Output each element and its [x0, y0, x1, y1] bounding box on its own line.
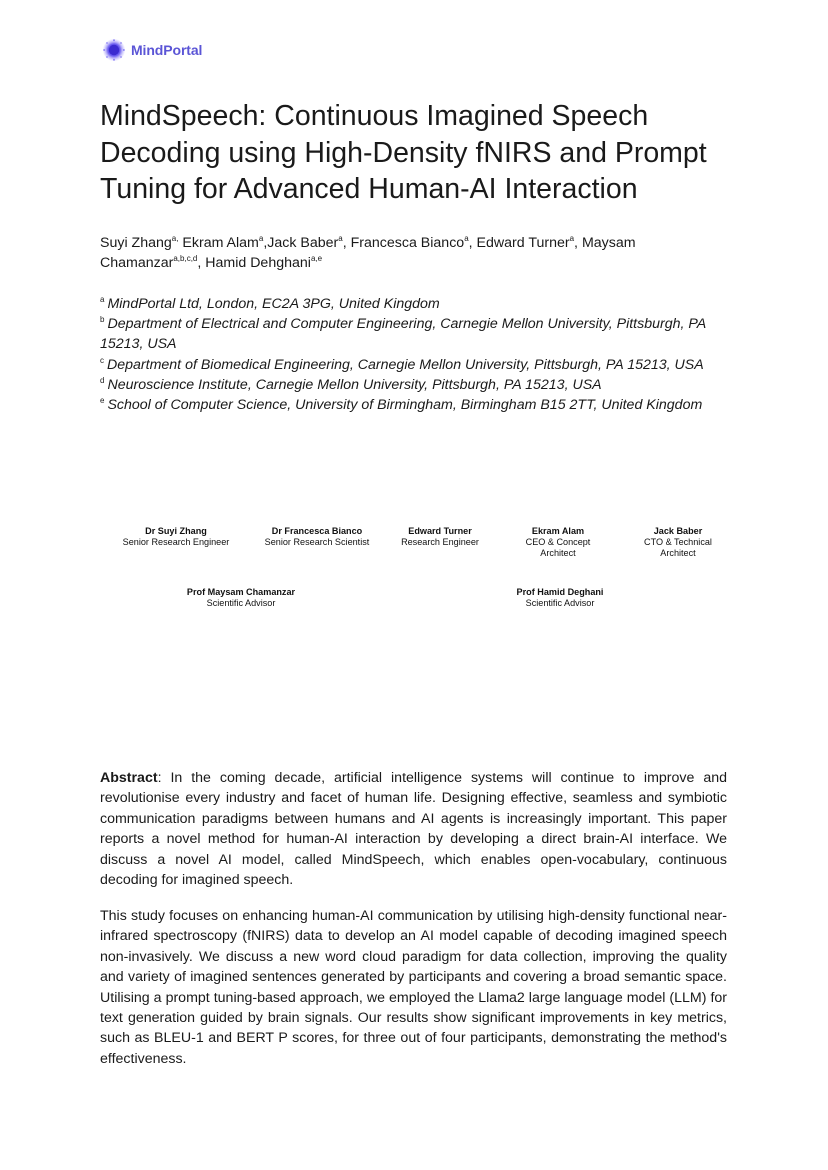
affiliation-item: [100, 294, 725, 314]
team-member-role: Scientific Advisor: [206, 598, 276, 608]
affiliation-text: Department of Biomedical Engineering, Carnegie Mellon University, Pittsburgh, PA 15213, USA: [107, 356, 704, 373]
author-separator: ,: [342, 235, 351, 251]
affiliation-text: Neuroscience Institute, Carnegie Mellon University, Pittsburgh, PA 15213, USA: [107, 376, 602, 393]
author-name: Francesca Bianco: [350, 235, 465, 251]
abstract-text: : In the coming decade, artificial intelligence systems will continue to improve and revolutionise every industry and facet of human life. Designing effective, seamless and symbiotic communication paradigms between humans and AI agents is increasingly important. This paper reports a novel method for human-AI interaction by developing a direct brain-AI interface. We discuss a novel AI model, called MindSpeech, which enables open-vocabulary, continuous decoding for imagined speech.: [100, 770, 727, 889]
team-member-name: Ekram Alam: [531, 526, 585, 536]
team-member: [170, 587, 312, 609]
team-member-name: Prof Maysam Chamanzar: [186, 587, 296, 597]
team-member-role: CEO & Concept Architect: [525, 537, 591, 558]
author-name: Ekram Alam: [182, 235, 259, 251]
team-member-name: Jack Baber: [653, 526, 703, 536]
team-member-name: Dr Suyi Zhang: [145, 526, 207, 536]
author-list: [100, 233, 740, 273]
affiliation-item: [100, 395, 725, 415]
logo-text: MindPortal: [131, 42, 203, 58]
team-member: [497, 587, 623, 609]
team-member-role: CTO & Technical Architect: [644, 537, 712, 558]
mindportal-logo-icon: [102, 38, 126, 62]
team-member: [515, 526, 601, 559]
author-name: Maysam Chamanzar: [100, 235, 636, 271]
author-name: Jack Baber: [267, 235, 339, 251]
body-paragraph: This study focuses on enhancing human-AI communication by utilising high-density functional near-infrared spectroscopy (fNIRS) data to develop an AI model capable of decoding imagined speech non-invasively. We discuss a new word cloud paradigm for data collection, improving the quality and variety of imagined sentences generated by participants and covering a broad semantic space. Utilising a prompt tuning-based approach, we employed the Llama2 large language model (LLM) for text generation guided by brain signals. Our results show significant improvements in key metrics, such as BLEU-1 and BERT P scores, for three out of four participants, demonstrating the method's effectiveness.: [100, 908, 727, 1067]
mindportal-logo: [102, 36, 202, 64]
team-member-name: Edward Turner: [408, 526, 472, 536]
team-member: [253, 526, 381, 548]
abstract-paragraph: [100, 768, 727, 890]
team-member-role: Research Engineer: [401, 537, 479, 547]
author-name: Hamid Dehghani: [205, 255, 311, 271]
author-separator: ,: [197, 255, 206, 271]
author-affil-sup: a: [464, 234, 469, 243]
affiliation-list: [100, 294, 725, 415]
abstract-label: Abstract: [100, 770, 158, 786]
author-affil-sup: a,b,c,d: [173, 254, 198, 263]
affiliation-sup: b: [100, 315, 105, 325]
author-separator: ,: [574, 235, 582, 251]
author-affil-sup: a: [338, 234, 343, 243]
affiliation-sup: d: [100, 375, 105, 385]
affiliation-sup: e: [100, 396, 105, 406]
author-affil-sup: a: [258, 234, 264, 243]
title-line: Decoding using High-Density fNIRS and Prompt: [100, 136, 707, 169]
team-member-role: Senior Research Engineer: [122, 537, 230, 547]
author-name: Suyi Zhang: [100, 235, 172, 251]
team-member: [391, 526, 489, 548]
team-member: [635, 526, 721, 559]
affiliation-item: [100, 314, 725, 354]
affiliation-item: [100, 375, 725, 395]
team-member-role: Scientific Advisor: [525, 598, 595, 608]
team-member: [113, 526, 239, 548]
affiliation-text: Department of Electrical and Computer Engineering, Carnegie Mellon University, Pittsburgh, PA 15213, USA: [100, 316, 706, 353]
author-affil-sup: a,e: [310, 254, 323, 263]
author-affil-sup: a: [569, 234, 575, 243]
team-member-name: Dr Francesca Bianco: [271, 526, 363, 536]
affiliation-text: School of Computer Science, University of Birmingham, Birmingham B15 2TT, United Kingdom: [107, 397, 703, 414]
author-separator: ,: [263, 235, 268, 251]
title-line: MindSpeech: Continuous Imagined Speech: [100, 100, 649, 132]
author-affil-sup: a,: [171, 234, 179, 243]
affiliation-text: MindPortal Ltd, London, EC2A 3PG, United Kingdom: [107, 296, 440, 312]
affiliation-item: [100, 355, 725, 375]
paper-title: [100, 98, 740, 208]
team-member-role: Senior Research Scientist: [264, 537, 370, 547]
title-line: Tuning for Advanced Human-AI Interaction: [100, 173, 638, 205]
affiliation-sup: c: [100, 355, 104, 365]
author-separator: ,: [468, 235, 477, 251]
author-name: Edward Turner: [476, 235, 570, 251]
affiliation-sup: a: [100, 295, 105, 304]
team-member-name: Prof Hamid Deghani: [516, 587, 604, 597]
